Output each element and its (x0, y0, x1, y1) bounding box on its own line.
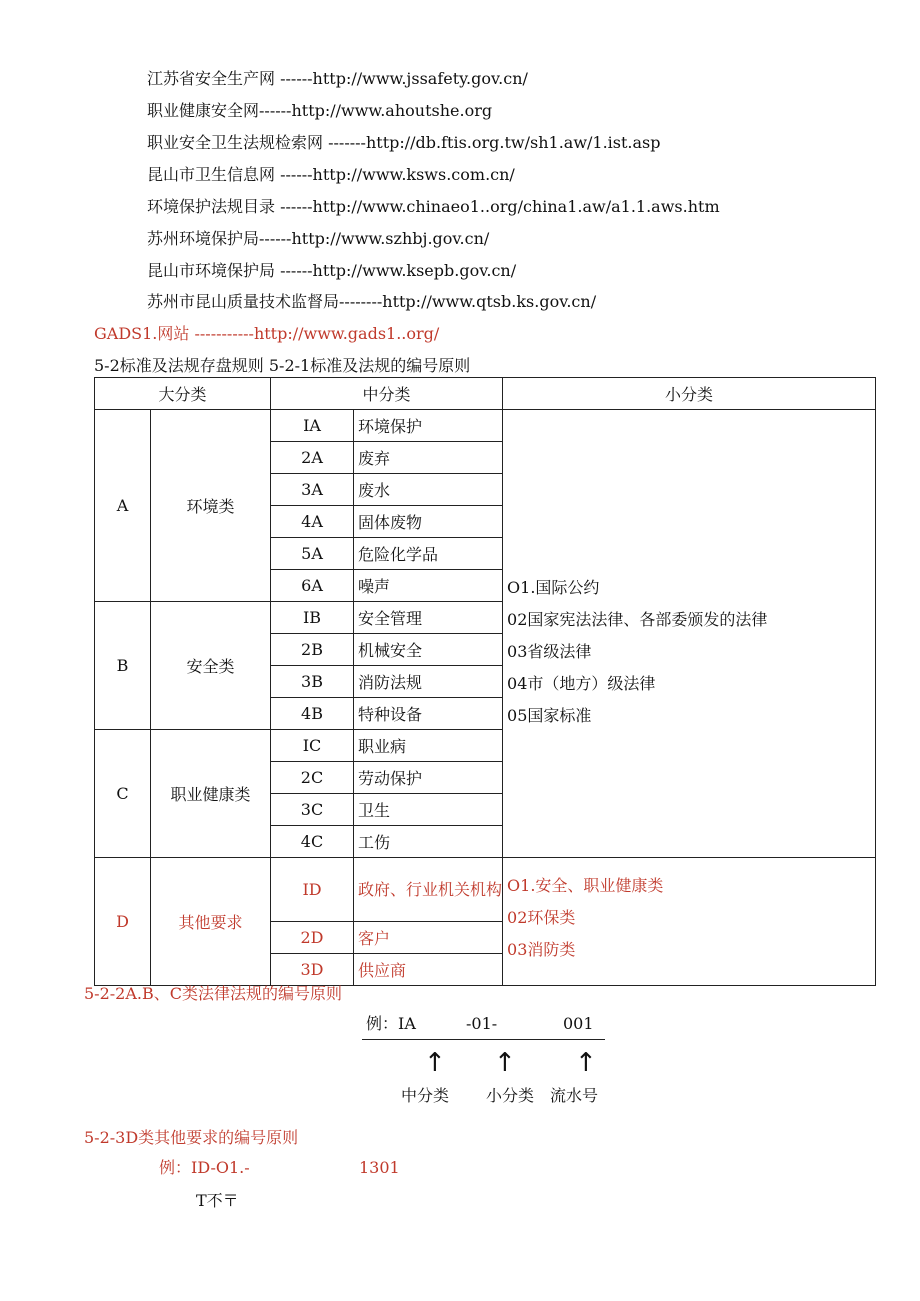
header-minor: 小分类 (503, 378, 876, 410)
sub-name: 供应商 (354, 954, 503, 986)
link-item (147, 261, 516, 281)
sub-code: 2C (271, 762, 354, 794)
example1-mid: -01- (466, 1014, 498, 1033)
link-sep: ------ (275, 69, 313, 88)
link-url[interactable]: http://www.ahoutshe.org (291, 101, 493, 120)
link-sep: ------ (259, 101, 292, 120)
example2-text: 例：ID-O1.- (159, 1158, 250, 1177)
link-url[interactable]: http://www.ksws.com.cn/ (312, 165, 515, 184)
sub-name: 政府、行业机关机构 (354, 858, 503, 922)
sub-code: 2A (271, 442, 354, 474)
link-url[interactable]: http://www.jssafety.gov.cn/ (312, 69, 528, 88)
link-name: 昆山市卫生信息网 (147, 165, 276, 184)
link-item (147, 292, 596, 312)
link-sep: ------- (323, 133, 366, 152)
sub-name: 危险化学品 (354, 538, 503, 570)
link-name: 苏州环境保护局 (147, 229, 260, 248)
group-code: C (95, 730, 151, 858)
sub-name: 机械安全 (354, 634, 503, 666)
sub-code: 4A (271, 506, 354, 538)
up-arrow-icon: ↑ (494, 1048, 516, 1078)
group-name: 安全类 (151, 602, 271, 730)
sub-name: 安全管理 (354, 602, 503, 634)
label-serial-number: 流水号 (550, 1086, 599, 1105)
link-url[interactable]: http://www.chinaeo1..org/china1.aw/a1.1.aws.htm (312, 197, 720, 216)
sub-name: 劳动保护 (354, 762, 503, 794)
sub-code: 5A (271, 538, 354, 570)
header-middle: 中分类 (271, 378, 503, 410)
table-row (95, 410, 876, 442)
minor-item: 04市（地方）级法律 (507, 673, 656, 693)
group-name: 职业健康类 (151, 730, 271, 858)
link-sep: ------ (275, 165, 313, 184)
minor-item: 05国家标准 (507, 705, 592, 725)
section-heading: 5-2标准及法规存盘规则 5-2-1标准及法规的编号原则 (94, 356, 471, 375)
classification-table (94, 377, 876, 986)
link-sep: ------ (275, 197, 313, 216)
link-name: 环境保护法规目录 (147, 197, 276, 216)
table-header-row (95, 378, 876, 410)
sub-code: 4C (271, 826, 354, 858)
link-url[interactable]: http://www.qtsb.ks.gov.cn/ (382, 292, 597, 311)
table-row (95, 858, 876, 922)
example1-serial: 001 (563, 1014, 594, 1033)
group-code: A (95, 410, 151, 602)
sub-code: IB (271, 602, 354, 634)
sub-name: 废弃 (354, 442, 503, 474)
label-minor-category: 小分类 (486, 1086, 535, 1105)
sub-name: 固体废物 (354, 506, 503, 538)
sub-name: 消防法规 (354, 666, 503, 698)
abc-heading: 5-2-2A.B、C类法律法规的编号原则 (84, 984, 342, 1003)
link-name: 职业健康安全网 (147, 101, 260, 120)
link-name: 江苏省安全生产网 (147, 69, 276, 88)
minor-d-cell (503, 858, 876, 986)
link-url[interactable]: http://www.szhbj.gov.cn/ (291, 229, 490, 248)
minor-item: O1.安全、职业健康类 (507, 876, 664, 895)
sub-code: ID (271, 858, 354, 922)
minor-item: 02国家宪法法律、各部委颁发的法律 (507, 609, 768, 629)
group-name: 其他要求 (151, 858, 271, 986)
group-name: 环境类 (151, 410, 271, 602)
example2-under: T不〒 (196, 1191, 239, 1210)
sub-code: 3A (271, 474, 354, 506)
minor-abc-cell (503, 410, 876, 858)
link-sep: -------- (339, 292, 383, 311)
link-item (147, 229, 489, 249)
sub-code: 2D (271, 922, 354, 954)
sub-name: 卫生 (354, 794, 503, 826)
sub-name: 职业病 (354, 730, 503, 762)
group-code: B (95, 602, 151, 730)
sub-name: 工伤 (354, 826, 503, 858)
sub-code: IC (271, 730, 354, 762)
link-sep: ------ (259, 229, 292, 248)
sub-code: 4B (271, 698, 354, 730)
example1-underline (362, 1039, 605, 1040)
link-name: 苏州市昆山质量技术监督局 (147, 292, 340, 311)
sub-name: 特种设备 (354, 698, 503, 730)
link-url[interactable]: http://www.ksepb.gov.cn/ (312, 261, 517, 280)
link-name: 昆山市环境保护局 (147, 261, 276, 280)
link-item (147, 165, 515, 185)
minor-item: O1.国际公约 (507, 577, 600, 597)
sub-name: 噪声 (354, 570, 503, 602)
up-arrow-icon: ↑ (424, 1048, 446, 1078)
d-heading: 5-2-3D类其他要求的编号原则 (84, 1128, 299, 1147)
gads-link-line[interactable]: GADS1.网站 -----------http://www.gads1..org/ (94, 324, 440, 343)
link-item (147, 197, 720, 217)
example2-number: 1301 (359, 1158, 400, 1177)
group-code: D (95, 858, 151, 986)
sub-code: 2B (271, 634, 354, 666)
sub-code: 6A (271, 570, 354, 602)
sub-name: 废水 (354, 474, 503, 506)
label-middle-category: 中分类 (401, 1086, 450, 1105)
example1-prefix: 例：IA (366, 1014, 416, 1033)
link-sep: ------ (275, 261, 313, 280)
minor-item: 02环保类 (507, 908, 576, 927)
minor-item: 03消防类 (507, 940, 576, 959)
sub-name: 客户 (354, 922, 503, 954)
link-item (147, 69, 528, 89)
minor-item: 03省级法律 (507, 641, 592, 661)
up-arrow-icon: ↑ (575, 1048, 597, 1078)
sub-code: 3D (271, 954, 354, 986)
link-item (147, 101, 492, 121)
sub-code: IA (271, 410, 354, 442)
header-major: 大分类 (95, 378, 271, 410)
link-name: 职业安全卫生法规检索网 (147, 133, 324, 152)
sub-code: 3C (271, 794, 354, 826)
sub-code: 3B (271, 666, 354, 698)
link-url[interactable]: http://db.ftis.org.tw/sh1.aw/1.ist.asp (365, 133, 661, 152)
link-item (147, 133, 661, 153)
sub-name: 环境保护 (354, 410, 503, 442)
